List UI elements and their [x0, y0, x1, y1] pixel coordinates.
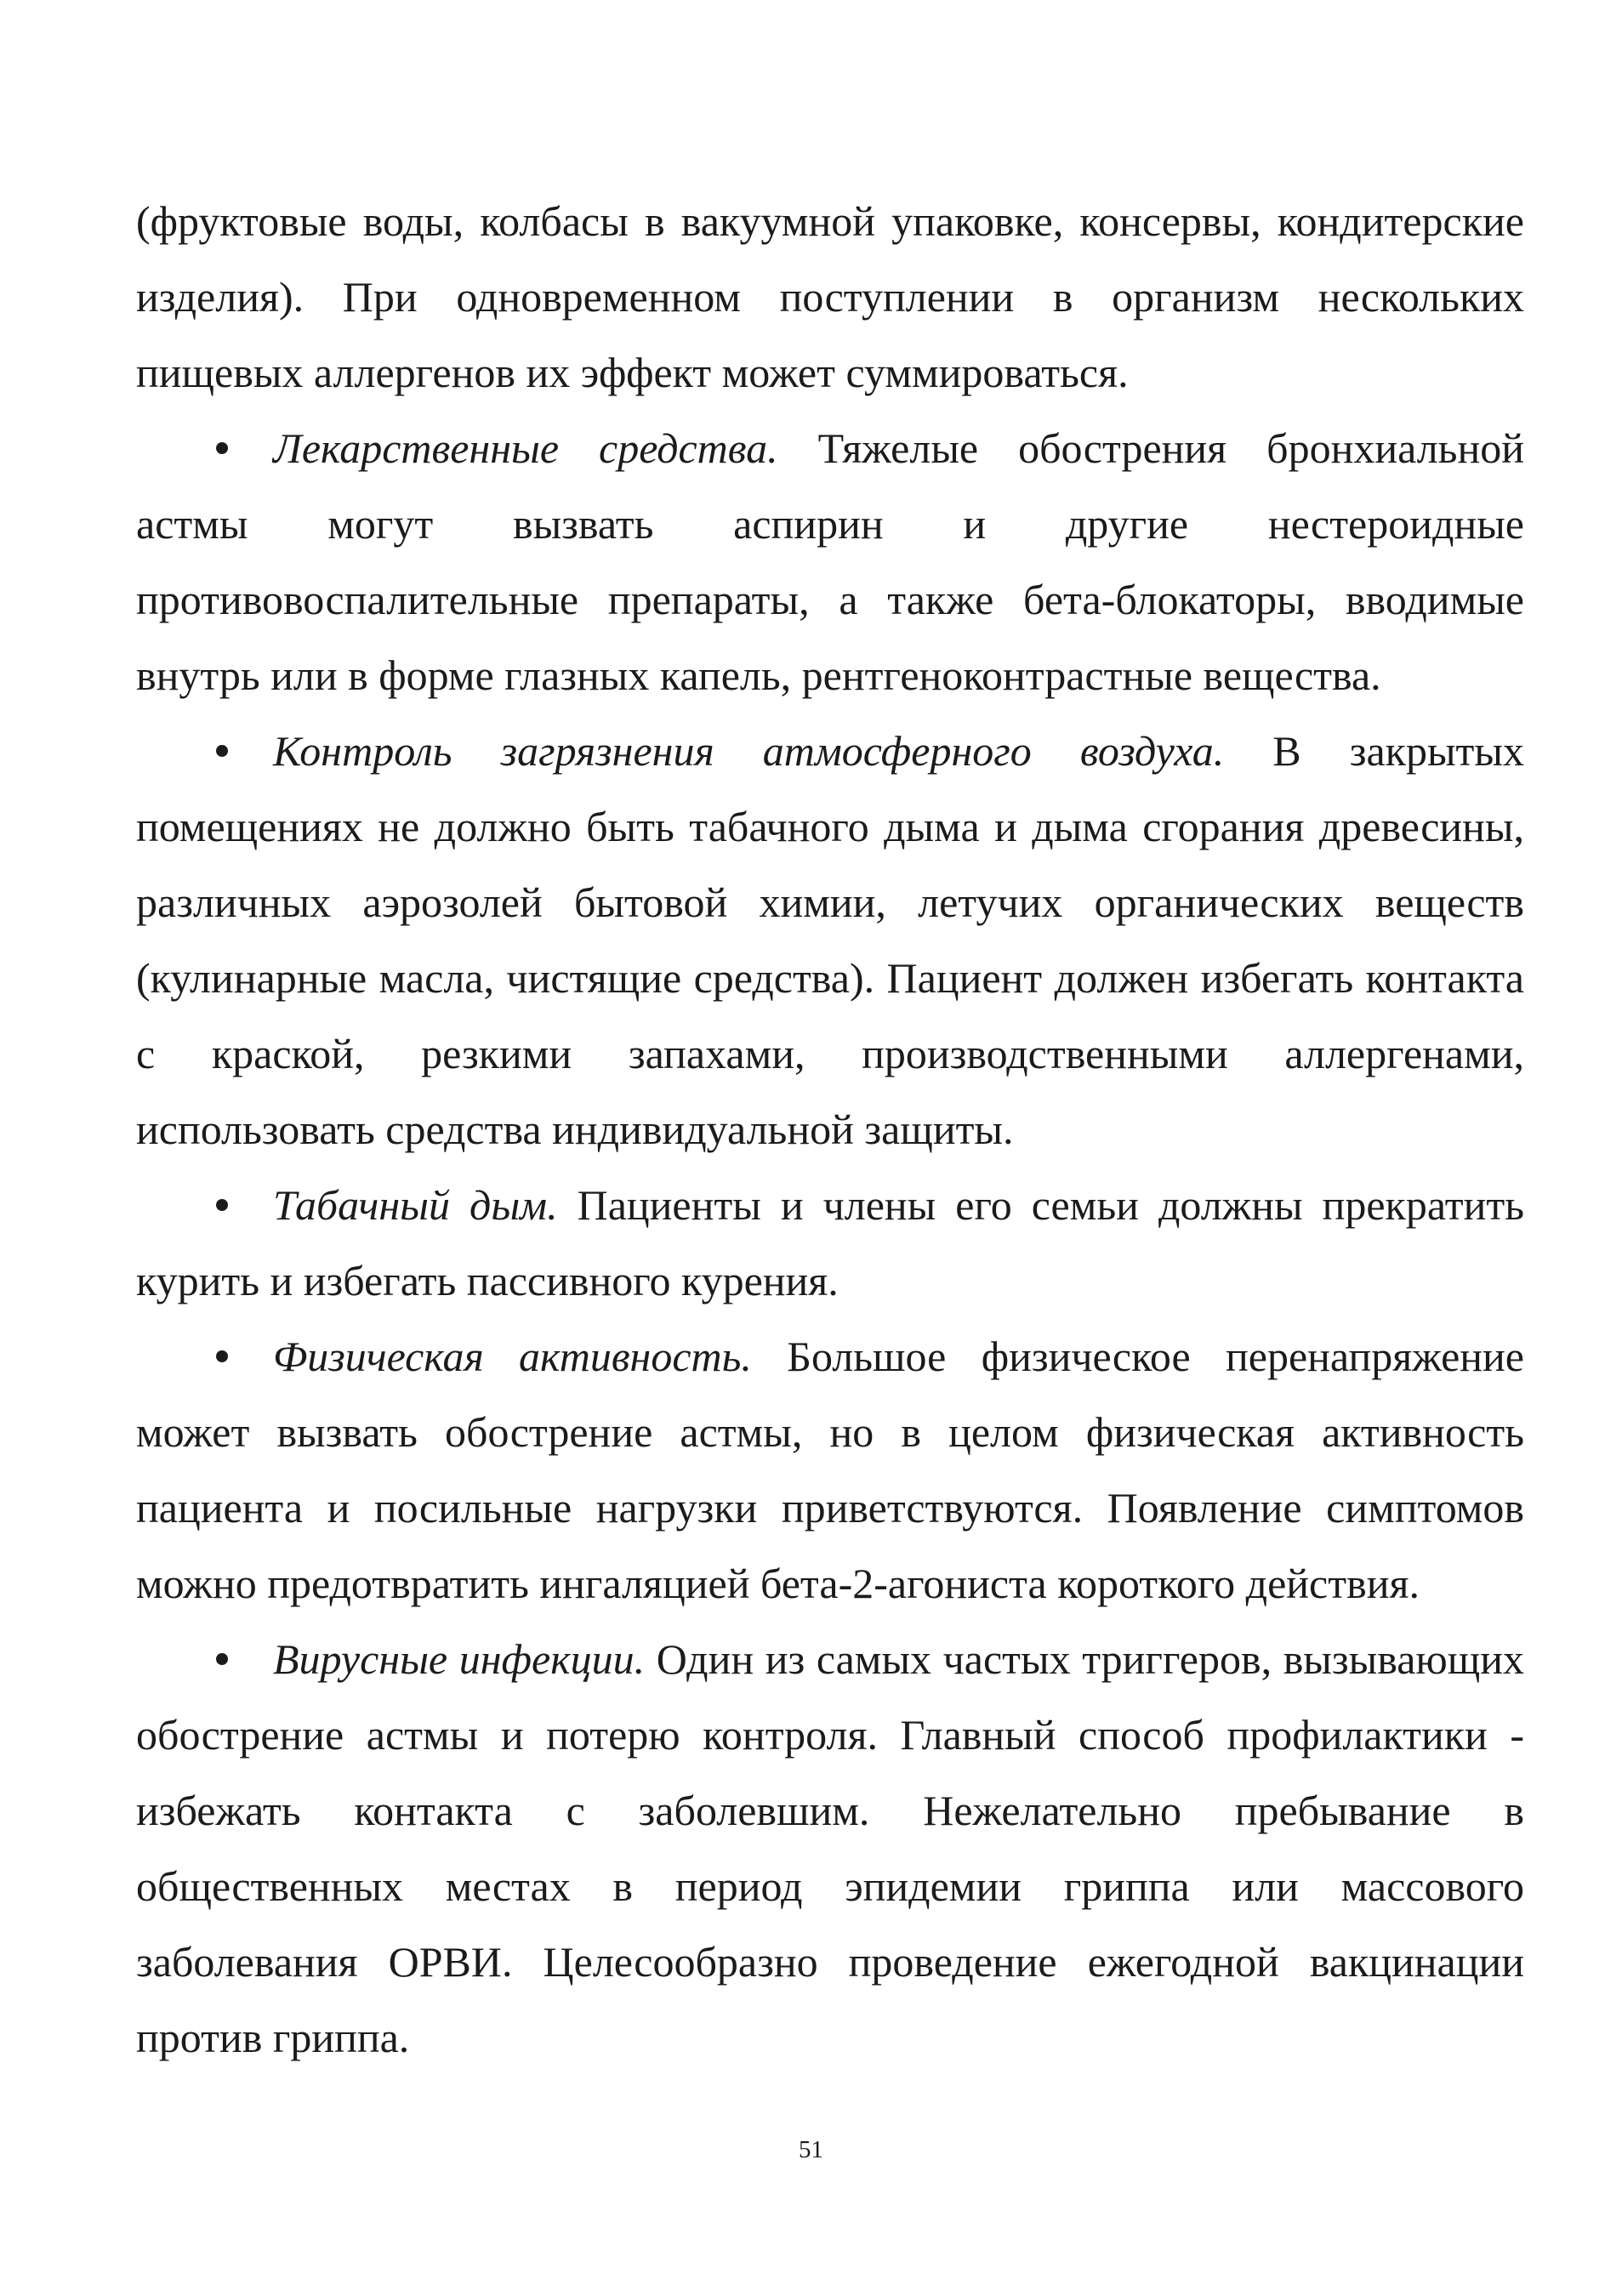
- lead-paragraph: (фруктовые воды, колбасы в вакуумной упаковке, консервы, кондитерские изделия). При одновременном поступлении в организм нескольких пищевых аллергенов их эффект может суммироваться.: [136, 197, 1524, 396]
- list-item-text: В закрытых помещениях не должно быть табачного дыма и дыма сгорания древесины, различных аэрозолей бытовой химии, летучих органических веществ (кулинарные масла, чистящие средства). Пациент должен избегать контакта с краской, резкими запахами, производственными аллергенами, использовать средства индивидуальной защиты.: [136, 727, 1524, 1153]
- page-number: 51: [799, 2136, 823, 2163]
- list-item: [136, 713, 1524, 1168]
- bullet-icon: [136, 1319, 273, 1395]
- list-item-text: Тяжелые обострения бронхиальной астмы могут вызвать аспирин и другие нестероидные противовоспалительные препараты, а также бета-блокаторы, вводимые внутрь или в форме глазных капель, рентгеноконтрастные вещества.: [136, 424, 1524, 699]
- list-item: [136, 411, 1524, 713]
- bullet-icon: [136, 411, 273, 486]
- list-item-term: Физическая активность.: [273, 1333, 752, 1380]
- bullet-icon: [136, 713, 273, 789]
- list-item-term: Лекарственные средства.: [273, 424, 778, 472]
- bullet-icon: [136, 1622, 273, 1697]
- list-item-text: Пациенты и члены его семьи должны прекратить курить и избегать пассивного курения.: [136, 1181, 1524, 1304]
- list-item: [136, 1168, 1524, 1319]
- list-item-text: Один из самых частых триггеров, вызывающих обострение астмы и потерю контроля. Главный способ профилактики - избежать контакта с заболевшим. Нежелательно пребывание в общественных местах в период эпидемии гриппа или массового заболевания ОРВИ. Целесообразно проведение ежегодной вакцинации против гриппа.: [136, 1635, 1524, 2061]
- page-body: [136, 184, 1524, 2076]
- list-item-text: Большое физическое перенапряжение может вызвать обострение астмы, но в целом физическая активность пациента и посильные нагрузки приветствуются. Появление симптомов можно предотвратить ингаляцией бета-2-агониста короткого действия.: [136, 1333, 1524, 1607]
- list-item: [136, 1622, 1524, 2076]
- list-item-term: Вирусные инфекции.: [273, 1635, 646, 1683]
- list-item-term: Табачный дым.: [273, 1181, 558, 1229]
- list-item-term: Контроль загрязнения атмосферного воздуха.: [273, 727, 1225, 775]
- bullet-icon: [136, 1168, 273, 1243]
- list-item: [136, 1319, 1524, 1622]
